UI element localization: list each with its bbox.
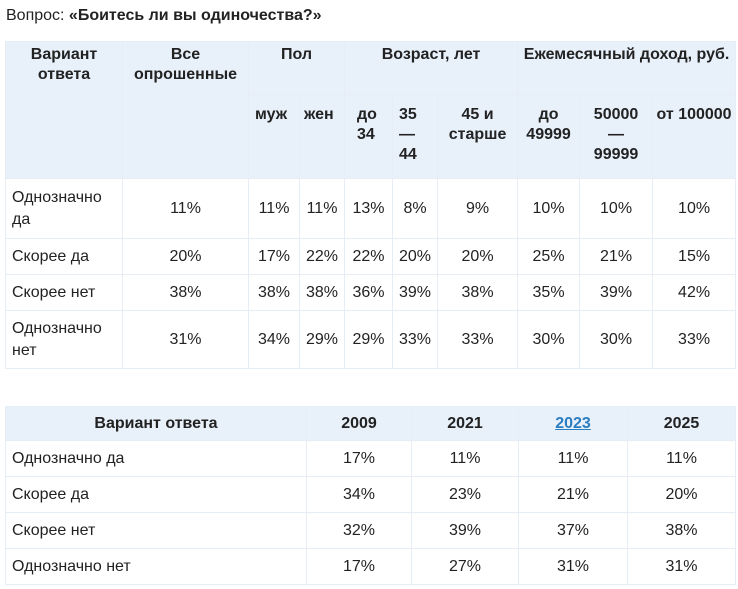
cell-value: 34% [249, 311, 300, 369]
cell-value: 10% [653, 179, 736, 239]
header-year-2021: 2021 [412, 407, 519, 441]
header-age: Возраст, лет [345, 42, 518, 95]
cell-value: 30% [580, 311, 653, 369]
question-text: «Боитесь ли вы одиночества?» [68, 7, 322, 24]
cell-value: 20% [393, 239, 438, 275]
table-row [6, 239, 736, 275]
cell-value: 20% [123, 239, 249, 275]
row-label: Однозначно нет [6, 549, 307, 585]
cell-value: 39% [412, 513, 519, 549]
cell-value: 17% [307, 549, 412, 585]
cell-value: 25% [518, 239, 580, 275]
year-2023-link[interactable]: 2023 [555, 414, 591, 432]
cell-value: 10% [580, 179, 653, 239]
header-year-2025: 2025 [628, 407, 736, 441]
cell-value: 38% [438, 275, 518, 311]
table-row [6, 179, 736, 239]
row-label: Однозначно да [6, 179, 123, 239]
cell-value: 11% [123, 179, 249, 239]
subheader-income-high: от 100000 [653, 95, 736, 179]
header-income: Ежемесячный доход, руб. [518, 42, 736, 95]
cell-value: 11% [519, 441, 628, 477]
cell-value: 38% [300, 275, 345, 311]
cell-value: 33% [393, 311, 438, 369]
question-prefix: Вопрос: [6, 7, 69, 24]
row-label: Скорее да [6, 477, 307, 513]
cell-value: 21% [580, 239, 653, 275]
trend-table [5, 406, 736, 585]
cell-value: 10% [518, 179, 580, 239]
cell-value: 13% [345, 179, 393, 239]
header-all: Все опрошенные [123, 42, 249, 179]
cell-value: 11% [412, 441, 519, 477]
cell-value: 38% [123, 275, 249, 311]
cell-value: 31% [519, 549, 628, 585]
cell-value: 17% [307, 441, 412, 477]
row-label: Однозначно нет [6, 311, 123, 369]
cell-value: 39% [393, 275, 438, 311]
cell-value: 29% [300, 311, 345, 369]
cell-value: 39% [580, 275, 653, 311]
cell-value: 22% [300, 239, 345, 275]
cell-value: 9% [438, 179, 518, 239]
cell-value: 21% [519, 477, 628, 513]
table-row [6, 311, 736, 369]
header-gender: Пол [249, 42, 345, 95]
cell-value: 22% [345, 239, 393, 275]
header-year-2023-cell [519, 407, 628, 441]
cell-value: 38% [249, 275, 300, 311]
table-row [6, 513, 736, 549]
cell-value: 30% [518, 311, 580, 369]
header-year-2009: 2009 [307, 407, 412, 441]
subheader-age-45-plus: 45 и старше [438, 95, 518, 179]
table-row [6, 441, 736, 477]
cell-value: 20% [628, 477, 736, 513]
cell-value: 38% [628, 513, 736, 549]
breakdown-table [5, 41, 736, 369]
subheader-age-under-34: до 34 [345, 95, 393, 179]
cell-value: 27% [412, 549, 519, 585]
table-row [6, 275, 736, 311]
subheader-female: жен [300, 95, 345, 179]
cell-value: 8% [393, 179, 438, 239]
cell-value: 29% [345, 311, 393, 369]
subheader-age-35-44: 35— 44 [393, 95, 438, 179]
cell-value: 23% [412, 477, 519, 513]
row-label: Скорее нет [6, 275, 123, 311]
cell-value: 11% [628, 441, 736, 477]
cell-value: 32% [307, 513, 412, 549]
cell-value: 34% [307, 477, 412, 513]
cell-value: 31% [123, 311, 249, 369]
question-line [6, 6, 322, 26]
cell-value: 11% [300, 179, 345, 239]
row-label: Однозначно да [6, 441, 307, 477]
cell-value: 37% [519, 513, 628, 549]
subheader-male: муж [249, 95, 300, 179]
row-label: Скорее нет [6, 513, 307, 549]
row-label: Скорее да [6, 239, 123, 275]
cell-value: 17% [249, 239, 300, 275]
header-answer: Вариант ответа [6, 42, 123, 179]
cell-value: 42% [653, 275, 736, 311]
table-row [6, 477, 736, 513]
cell-value: 11% [249, 179, 300, 239]
cell-value: 33% [653, 311, 736, 369]
header-answer: Вариант ответа [6, 407, 307, 441]
table-row [6, 549, 736, 585]
cell-value: 31% [628, 549, 736, 585]
cell-value: 20% [438, 239, 518, 275]
cell-value: 15% [653, 239, 736, 275]
cell-value: 36% [345, 275, 393, 311]
subheader-income-mid: 50000 — 99999 [580, 95, 653, 179]
cell-value: 33% [438, 311, 518, 369]
cell-value: 35% [518, 275, 580, 311]
subheader-income-low: до 49999 [518, 95, 580, 179]
